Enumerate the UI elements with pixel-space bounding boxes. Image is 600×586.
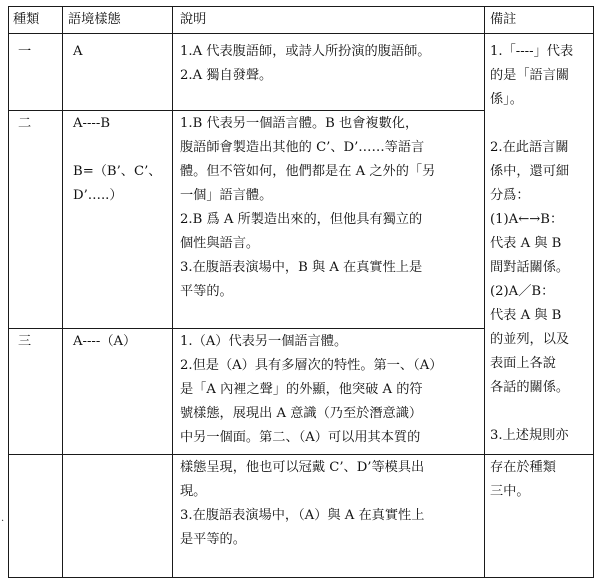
row-2-explanation-line: 1.B 代表另一個語言體。B 也會複數化， [180,116,419,131]
remarks-line: 各話的關係。 [490,380,570,395]
remarks-line: 代表 A 與 B [490,236,562,251]
remarks-line: (2)A／B： [490,284,555,299]
margin-mark: · [1,516,5,527]
row-4-explanation-line: 樣態呈現，他也可以冠戴 C’、D’等模具出 [180,460,425,475]
row-4-explanation-line: 是平等的。 [180,532,246,547]
row-2-context [73,112,161,208]
table-border-left [8,6,9,578]
remarks-line: 分爲： [490,188,530,203]
remarks-line: 的是「語言關 [490,68,570,83]
remarks-block-1 [490,40,588,112]
remarks-line: 係」。 [490,92,523,107]
row-3-explanation-line: 號樣態，展現出 A 意識（乃至於潛意識） [180,406,423,421]
row-2-explanation-line: 體。但不管如何，他們都是在 A 之外的「另 [180,164,436,179]
row-3-explanation-line: 2.但是（A）具有多層次的特性。第一、（A） [180,358,443,373]
row-4-explanation-line: 現。 [180,484,207,499]
row-3-explanation-line: 是「A 內裡之聲」的外顯，他突破 A 的符 [180,382,423,397]
row-2-context-line: A----B [73,116,111,131]
remarks-line: 三中。 [490,484,530,499]
remarks-line: (1)A←→B： [490,212,564,227]
row-1-context [73,40,83,64]
row-2-explanation-line: 個性與語言。 [180,236,260,251]
row-3-kind: 三 [18,334,32,349]
remarks-line: 存在於種類 [490,460,556,475]
table-border-top [8,6,594,7]
row-1-explanation-line: 2.A 獨自發聲。 [180,68,273,83]
row-3-context [73,330,136,354]
header-divider [8,33,594,34]
remarks-line: 3.上述規則亦 [490,428,569,443]
row-3-explanation-line: 中另一個面。第二、（A）可以用其本質的 [180,430,421,445]
row-2-kind: 二 [18,116,32,131]
remarks-block-3 [490,456,588,504]
row-2-context-line: D’…..） [73,188,123,203]
row-divider-3 [8,454,594,455]
remarks-block-2 [490,136,588,448]
remarks-line: 2.在此語言關 [490,140,569,155]
row-2-context-line [73,136,161,160]
header-explanation: 說明 [180,12,207,27]
row-1-explanation-line: 1.A 代表腹語師，或詩人所扮演的腹語師。 [180,44,431,59]
header-context: 語境樣態 [68,12,121,27]
remarks-line: 間對話關係。 [490,260,570,275]
row-2-explanation [180,112,478,304]
remarks-line: 1.「----」代表 [490,44,574,59]
row-1-explanation [180,40,478,88]
remarks-line: 的並列，以及 [490,332,570,347]
table-border-bottom [8,577,594,578]
column-divider-3 [484,6,485,578]
row-2-explanation-line: 一個」語言體。 [180,188,273,203]
remarks-line: 代表 A 與 B [490,308,562,323]
row-2-context-line: B=（B’、C’、 [73,164,162,179]
column-divider-1 [62,6,63,578]
row-2-explanation-line: 平等的。 [180,284,233,299]
row-4-explanation-line: 3.在腹語表演場中，（A）與 A 在真實性上 [180,508,425,523]
classification-table [8,6,594,578]
row-2-explanation-line: 腹語師會製造出其他的 C’、D’……等語言 [180,140,425,155]
row-4-explanation [180,456,478,552]
row-divider-2 [8,328,484,329]
header-remarks: 備註 [490,12,517,27]
row-1-kind: 一 [18,44,32,59]
row-2-explanation-line: 3.在腹語表演場中，B 與 A 在真實性上是 [180,260,423,275]
header-kind: 種類 [13,12,40,27]
column-divider-2 [172,6,173,578]
row-2-explanation-line: 2.B 爲 A 所製造出來的，但他具有獨立的 [180,212,423,227]
row-divider-1 [8,110,484,111]
row-3-explanation-line: 1.（A）代表另一個語言體。 [180,334,348,349]
row-3-explanation [180,330,478,450]
row-3-context-line: A----（A） [73,334,137,349]
remarks-line: 表面上各說 [490,356,556,371]
row-1-context-line: A [73,44,83,59]
remarks-line [490,400,588,424]
remarks-line: 係中，還可細 [490,164,570,179]
table-border-right [593,6,594,578]
